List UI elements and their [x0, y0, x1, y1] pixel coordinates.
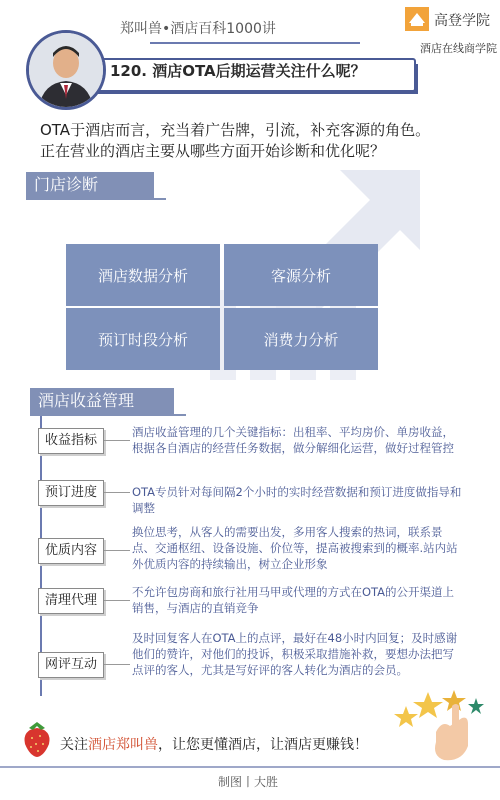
diagnosis-cell: 预订时段分析 — [66, 308, 220, 370]
strawberry-icon — [20, 718, 54, 758]
header-divider — [150, 42, 360, 44]
revenue-tag: 网评互动 — [38, 652, 104, 678]
revenue-description: OTA专员针对每间隔2个小时的实时经营数据和预订进度做指导和调整 — [132, 485, 462, 515]
revenue-description: 酒店收益管理的几个关键指标：出租率、平均房价、单房收益，根据各自酒店的经营任务数据，做分解细化运营，做好过程管控 — [132, 425, 454, 455]
presenter-portrait — [29, 33, 103, 107]
brand-subtitle: 酒店在线商学院 — [420, 42, 497, 55]
brand-name: 高登学院 — [434, 13, 490, 29]
diagnosis-cell: 客源分析 — [224, 244, 378, 306]
avatar — [26, 30, 106, 110]
footer-prefix: 关注 — [60, 737, 88, 753]
footer-divider — [0, 766, 500, 768]
diagnosis-grid — [66, 244, 378, 370]
section-underline — [30, 414, 186, 416]
section-heading-revenue: 酒店收益管理 — [30, 388, 174, 414]
revenue-description: 及时回复客人在OTA上的点评，最好在48小时内回复；及时感谢他们的赞许，对他们的投诉，积极采取措施补救，要想办法把写点评的客人，尤其是写好评的客人转化为酒店的会员。 — [132, 631, 458, 677]
tag-connector — [104, 600, 130, 601]
intro-line-1: OTA于酒店而言，充当着广告牌，引流，补充客源的角色。 — [40, 121, 431, 139]
series-title: 郑叫兽•酒店百科1000讲 — [120, 21, 276, 37]
brand-logo-icon — [404, 6, 430, 32]
footer-slogan — [60, 734, 368, 754]
footer-suffix: ，让您更懂酒店，让酒店更赚钱！ — [158, 737, 368, 753]
diagnosis-cell: 消费力分析 — [224, 308, 378, 370]
section-heading-diagnosis: 门店诊断 — [26, 172, 154, 198]
revenue-tag: 优质内容 — [38, 538, 104, 564]
revenue-description: 换位思考，从客人的需要出发，多用客人搜索的热词，联系景点、交通枢纽、设备设施、价位等，提高被搜索到的概率.站内站外优质内容的持续输出，树立企业形象 — [132, 525, 458, 571]
tag-connector — [104, 664, 130, 665]
revenue-tag: 清理代理 — [38, 588, 104, 614]
tag-connector — [104, 440, 130, 441]
section-underline — [26, 198, 166, 200]
intro-line-2: 正在营业的酒店主要从哪些方面开始诊断和优化呢？ — [40, 142, 386, 160]
revenue-description: 不允许包房商和旅行社用马甲或代理的方式在OTA的公开渠道上销售，与酒店的直销竞争 — [132, 585, 455, 615]
footer-credit: 制图丨大胜 — [218, 775, 279, 789]
tag-connector — [104, 550, 130, 551]
intro-paragraph — [40, 120, 490, 162]
revenue-tag: 预订进度 — [38, 480, 104, 506]
tag-connector — [104, 492, 130, 493]
rating-stars-icon — [392, 676, 492, 766]
revenue-tag: 收益指标 — [38, 428, 104, 454]
page-title: 120. 酒店OTA后期运营关注什么呢？ — [110, 62, 366, 80]
diagnosis-cell: 酒店数据分析 — [66, 244, 220, 306]
footer-highlight: 酒店郑叫兽 — [88, 737, 158, 753]
